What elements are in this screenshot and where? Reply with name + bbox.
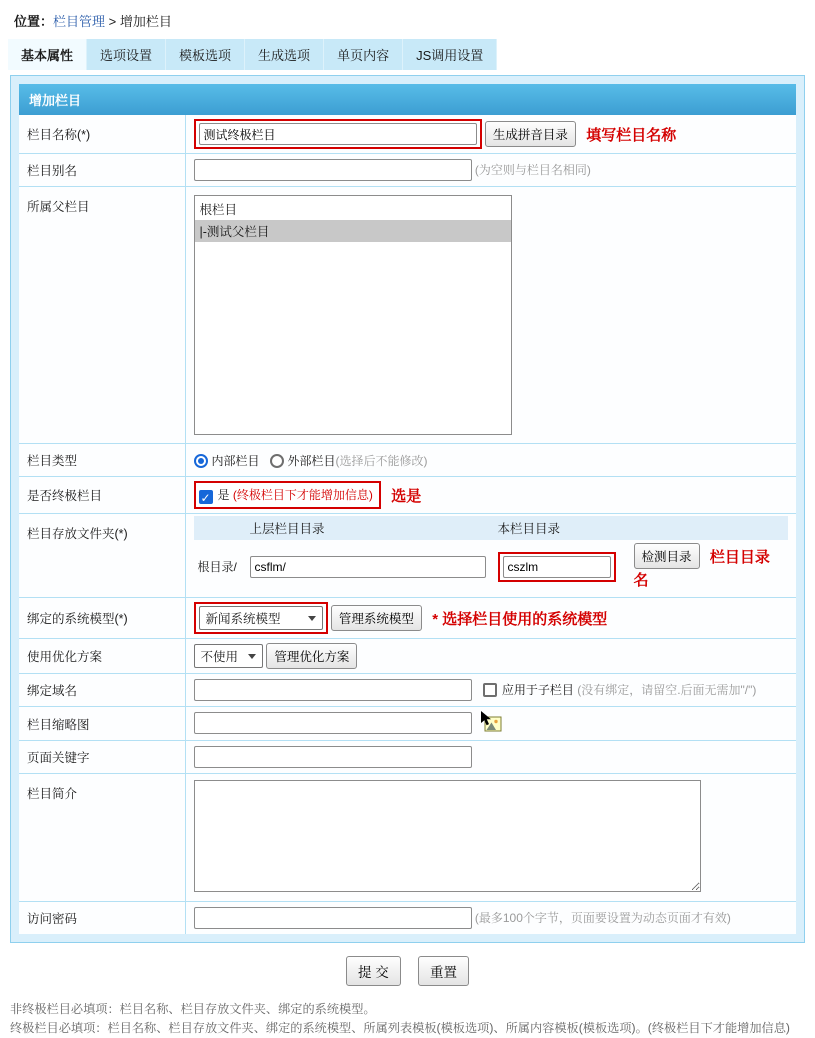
page-keywords-label: 页面关键字: [19, 741, 185, 774]
column-intro-textarea[interactable]: [194, 780, 701, 892]
system-model-select[interactable]: [199, 606, 323, 630]
folder-header-blank2: [630, 516, 789, 540]
row-is-final-column: [19, 477, 796, 514]
tab-bar: [8, 39, 815, 70]
folder-header-self: 本栏目目录: [494, 516, 630, 540]
parent-column-listbox[interactable]: [194, 195, 512, 435]
generate-pinyin-button[interactable]: 生成拼音目录: [485, 121, 576, 147]
is-final-checkbox[interactable]: [199, 490, 213, 504]
is-final-highlight-box: [194, 481, 381, 509]
folder-header-parent: 上层栏目目录: [246, 516, 494, 540]
storage-folder-label: 栏目存放文件夹(*): [19, 514, 185, 598]
submit-button[interactable]: 提 交: [346, 956, 401, 986]
breadcrumb-link-column-manage[interactable]: 栏目管理: [53, 14, 106, 29]
thumbnail-label: 栏目缩略图: [19, 707, 185, 741]
system-model-annotation: * 选择栏目使用的系统模型: [432, 610, 608, 628]
column-type-label: 栏目类型: [19, 444, 185, 477]
column-alias-input[interactable]: [194, 159, 472, 181]
chevron-down-icon: [248, 654, 256, 659]
tab-generate-options[interactable]: 生成选项: [245, 39, 324, 70]
add-column-panel: [10, 75, 805, 943]
radio-external-label: 外部栏目: [287, 453, 336, 468]
is-final-hint: (终极栏目下才能增加信息): [232, 488, 373, 502]
is-final-label: 是否终极栏目: [19, 477, 185, 514]
row-column-type: [19, 444, 796, 477]
breadcrumb-separator: >: [108, 14, 117, 29]
check-directory-button[interactable]: 检测目录: [634, 543, 700, 569]
row-bind-domain: [19, 674, 796, 707]
self-dir-input[interactable]: [503, 556, 611, 578]
bind-domain-input[interactable]: [194, 679, 472, 701]
chevron-down-icon: [308, 616, 316, 621]
column-name-highlight-box: [194, 119, 482, 149]
row-column-alias: [19, 154, 796, 187]
bind-domain-hint: (没有绑定，请留空.后面无需加"/"): [577, 683, 757, 697]
row-thumbnail: [19, 707, 796, 741]
folder-header-blank: [194, 516, 246, 540]
tab-js-call-settings[interactable]: JS调用设置: [403, 39, 497, 70]
form-actions: [0, 943, 815, 994]
root-dir-label: 根目录/: [197, 560, 237, 574]
optimize-plan-select-value: 不使用: [200, 650, 239, 664]
apply-subcolumn-label: 应用于子栏目: [501, 683, 574, 697]
thumbnail-input[interactable]: [194, 712, 472, 734]
manage-system-model-button[interactable]: 管理系统模型: [331, 605, 422, 631]
column-name-label: 栏目名称(*): [19, 115, 185, 154]
bind-domain-label: 绑定域名: [19, 674, 185, 707]
row-page-keywords: [19, 741, 796, 774]
image-picker-icon[interactable]: [479, 711, 503, 736]
radio-external-column[interactable]: [270, 454, 284, 468]
row-optimize-plan: [19, 639, 796, 674]
panel-title: 增加栏目: [19, 84, 796, 115]
tab-option-settings[interactable]: 选项设置: [87, 39, 166, 70]
row-access-password: [19, 902, 796, 935]
apply-subcolumn-checkbox[interactable]: [483, 683, 497, 697]
tab-basic-attributes[interactable]: 基本属性: [8, 39, 87, 70]
row-system-model: [19, 598, 796, 639]
footnotes: [0, 994, 815, 1038]
breadcrumb-label: 位置：: [14, 14, 54, 29]
folder-annotation: 栏目目录名: [633, 548, 770, 589]
reset-button[interactable]: 重置: [418, 956, 469, 986]
listbox-option-root[interactable]: 根栏目: [199, 203, 238, 217]
system-model-label: 绑定的系统模型(*): [19, 598, 185, 639]
row-parent-column: [19, 187, 796, 444]
radio-internal-column[interactable]: [194, 454, 208, 468]
parent-dir-input[interactable]: [250, 556, 486, 578]
breadcrumb: [0, 0, 815, 39]
column-name-input[interactable]: [199, 123, 477, 145]
listbox-option-test-parent[interactable]: |-测试父栏目: [195, 220, 511, 242]
column-intro-label: 栏目简介: [19, 774, 185, 902]
row-column-name: [19, 115, 796, 154]
access-password-label: 访问密码: [19, 902, 185, 935]
is-final-annotation: 选是: [391, 487, 422, 505]
footnote-non-final: 非终极栏目必填项：栏目名称、栏目存放文件夹、绑定的系统模型。: [10, 1002, 376, 1016]
manage-optimize-plan-button[interactable]: 管理优化方案: [266, 643, 357, 669]
access-password-hint: (最多100个字节，页面要设置为动态页面才有效): [474, 911, 731, 925]
system-model-highlight-box: [194, 602, 328, 634]
row-column-intro: [19, 774, 796, 902]
system-model-select-value: 新闻系统模型: [205, 612, 281, 626]
column-alias-label: 栏目别名: [19, 154, 185, 187]
tab-template-options[interactable]: 模板选项: [166, 39, 245, 70]
parent-column-label: 所属父栏目: [19, 187, 185, 444]
access-password-input[interactable]: [194, 907, 472, 929]
page-keywords-input[interactable]: [194, 746, 472, 768]
optimize-plan-select[interactable]: [194, 644, 264, 668]
breadcrumb-current: 增加栏目: [119, 14, 172, 29]
row-storage-folder: [19, 514, 796, 598]
column-name-annotation: 填写栏目名称: [586, 126, 677, 144]
column-alias-hint: (为空则与栏目名相同): [474, 163, 591, 177]
tab-single-page-content[interactable]: 单页内容: [324, 39, 403, 70]
radio-external-hint: (选择后不能修改): [335, 453, 428, 468]
footnote-final: 终极栏目必填项：栏目名称、栏目存放文件夹、绑定的系统模型、所属列表模板(模板选项)、所属内容模板(模板选项)。(终极栏目下才能增加信息): [10, 1020, 790, 1035]
radio-internal-label: 内部栏目: [211, 453, 260, 468]
is-final-checkbox-label: 是: [217, 488, 230, 502]
optimize-plan-label: 使用优化方案: [19, 639, 185, 674]
self-dir-highlight-box: [498, 552, 616, 582]
